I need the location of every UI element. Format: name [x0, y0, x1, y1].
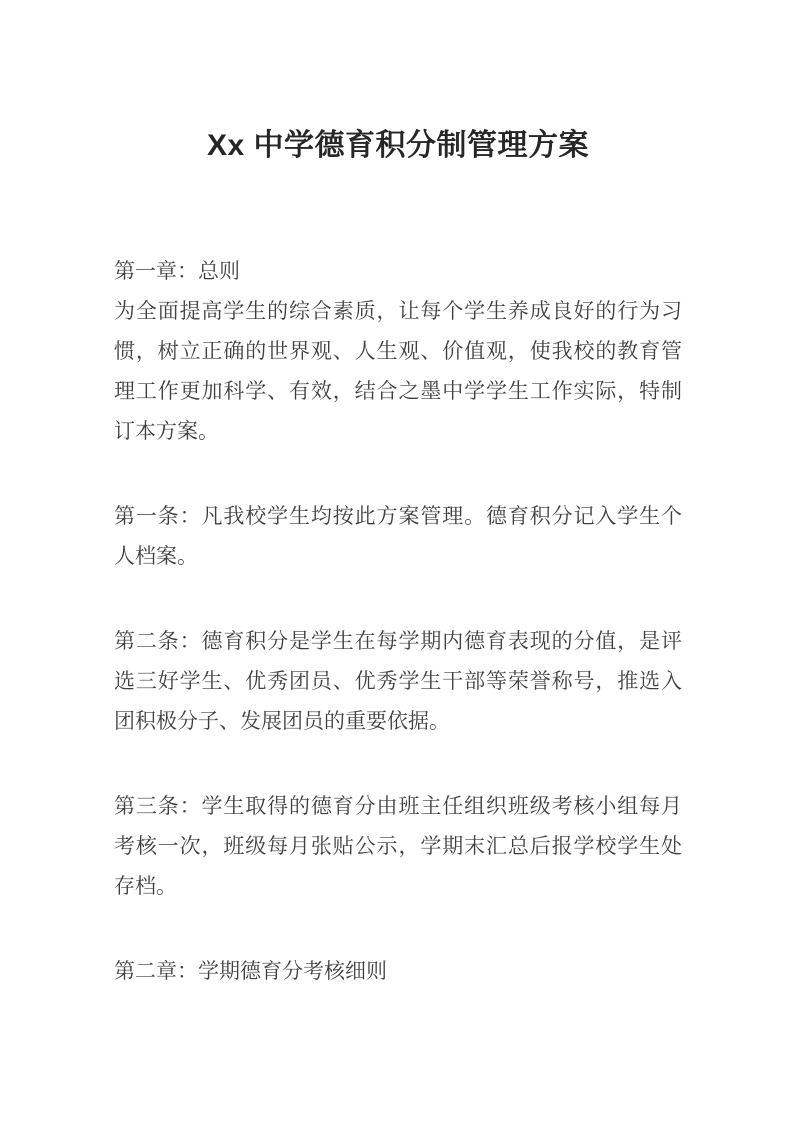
article-2	[114, 622, 682, 742]
text-line: 理工作更加科学、有效，结合之墨中学学生工作实际，特制	[114, 380, 682, 403]
document-body	[114, 252, 682, 992]
text-line: 存档。	[114, 875, 177, 898]
article-1	[114, 497, 682, 577]
text-line: 惯，树立正确的世界观、人生观、价值观，使我校的教育管	[114, 340, 682, 363]
text-line: 第一条：凡我校学生均按此方案管理。德育积分记入学生个	[114, 505, 682, 528]
text-line: 团积极分子、发展团员的重要依据。	[114, 710, 450, 733]
text-line: 考核一次，班级每月张贴公示，学期末汇总后报学校学生处	[114, 835, 682, 858]
text-line: 人档案。	[114, 545, 198, 568]
text-line: 为全面提高学生的综合素质，让每个学生养成良好的行为习	[114, 300, 682, 323]
chapter-2-heading	[114, 952, 682, 992]
chapter-1-heading	[114, 252, 682, 292]
text-line: 第三条：学生取得的德育分由班主任组织班级考核小组每月	[114, 795, 682, 818]
chapter-1-body	[114, 292, 682, 452]
document-title: Xx 中学德育积分制管理方案	[206, 129, 590, 162]
text-line: 第二条：德育积分是学生在每学期内德育表现的分值，是评	[114, 630, 682, 653]
text-line: 选三好学生、优秀团员、优秀学生干部等荣誉称号，推选入	[114, 670, 682, 693]
article-3	[114, 787, 682, 907]
text-line: 第一章：总则	[114, 260, 240, 283]
text-line: 订本方案。	[114, 420, 219, 443]
text-line: 第二章：学期德育分考核细则	[114, 960, 387, 983]
